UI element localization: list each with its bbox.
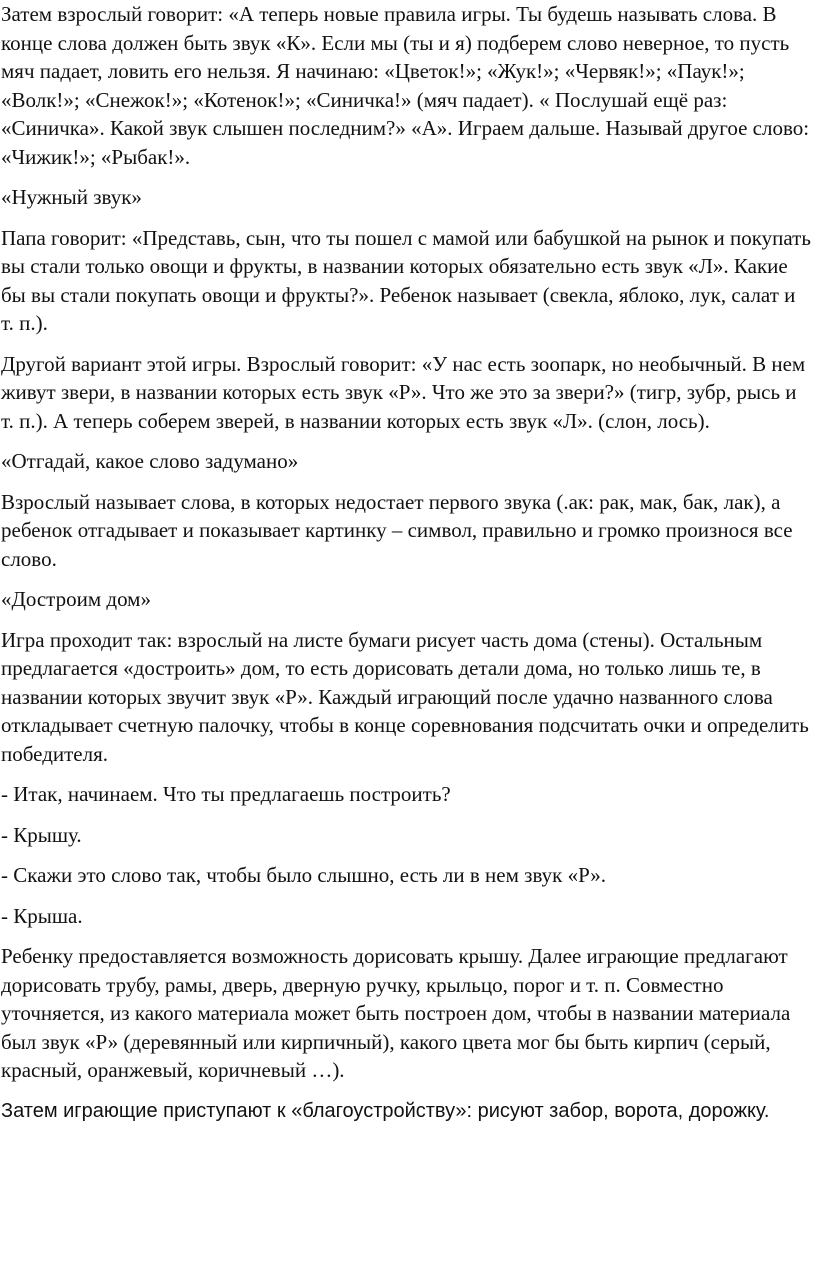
dialogue-line-roof-answer: - Крыша.	[1, 903, 83, 928]
heading-guess-word: «Отгадай, какое слово задумано»	[1, 449, 299, 473]
paragraph-house-game-rules: Игра проходит так: взрослый на листе бумаги рисует часть дома (стены). Остальным предлагается «достроить» дом, то есть дорисовать детали дома, но только лишь те, в названии которых звучит звук «Р». Каждый играющий после удачно названного слова откладывает счетную палочку, чтобы в конце соревнования подсчитать очки и определить победителя.	[1, 627, 809, 766]
dialogue-line-roof: - Крышу.	[1, 822, 82, 847]
paragraph-zoo-variant: Другой вариант этой игры. Взрослый говорит: «У нас есть зоопарк, но необычный. В нем живут звери, в названии которых есть звук «Р». Что же это за звери?» (тигр, зубр, рысь и т. п.). А теперь соберем зверей, в названии которых есть звук «Л». (слон, лось).	[1, 351, 806, 433]
heading-needed-sound: «Нужный звук»	[1, 185, 142, 209]
dialogue-line-say-word: - Скажи это слово так, чтобы было слышно, есть ли в нем звук «Р».	[1, 863, 607, 887]
paragraph-ball-game-rules: Затем взрослый говорит: «А теперь новые правила игры. Ты будешь называть слова. В конце слова должен быть звук «К». Если мы (ты и я) подберем слово неверное, то пусть мяч падает, ловить его нельзя. Я начинаю: «Цветок!»; «Жук!»; «Червяк!»; «Паук!»; «Волк!»; «Снежок!»; «Котенок!»; «Синичка!» (мяч падает). « Послушай ещё раз: «Синичка». Какой звук слышен последним?» «А». Играем дальше. Называй другое слово: «Чижик!»; «Рыбак!».	[1, 2, 810, 169]
paragraph-market-game: Папа говорит: «Представь, сын, что ты пошел с мамой или бабушкой на рынок и покупать вы стали только овощи и фрукты, в названии которых обязательно есть звук «Л». Какие бы вы стали покупать овощи и фрукты?». Ребенок называет (свекла, яблоко, лук, салат и т. п.).	[1, 225, 811, 335]
paragraph-landscaping: Затем играющие приступают к «благоустройству»: рисуют забор, ворота, дорожку.	[1, 1099, 770, 1122]
paragraph-house-details: Ребенку предоставляется возможность дорисовать крышу. Далее играющие предлагают дорисовать трубу, рамы, дверь, дверную ручку, крыльцо, порог и т. п. Совместно уточняется, из какого материала может быть построен дом, чтобы в названии материала был звук «Р» (деревянный или кирпичный), какого цвета мог бы быть кирпич (серый, красный, оранжевый, коричневый …).	[1, 944, 791, 1082]
paragraph-missing-first-sound: Взрослый называет слова, в которых недостает первого звука (.ак: рак, мак, бак, лак), а ребенок отгадывает и показывает картинку – символ, правильно и громко произнося все слово.	[1, 489, 793, 571]
dialogue-line-start: - Итак, начинаем. Что ты предлагаешь построить?	[1, 782, 451, 806]
heading-build-house: «Достроим дом»	[1, 587, 151, 611]
